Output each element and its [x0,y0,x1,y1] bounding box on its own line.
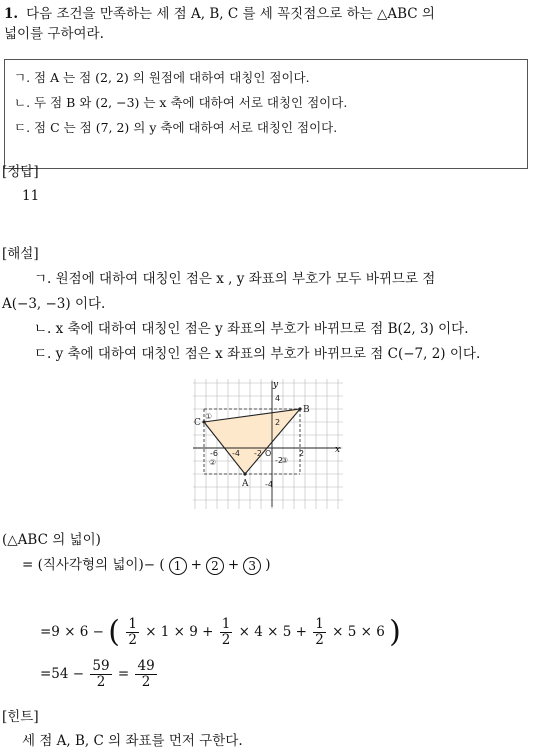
x-axis-label: x [335,445,341,455]
tick-label: 4 [275,394,281,403]
conditions-box [4,59,528,169]
tick-label: -4 [232,449,240,458]
point-label-b: B [303,405,310,415]
condition-3: ㄷ. 점 C 는 점 (7, 2) 의 y 축에 대하여 서로 대칭인 점이다. [14,120,338,135]
circled-number-2: 2 [206,557,224,575]
region-label-2: ② [209,458,217,467]
problem-line-2: 넓이를 구하여라. [4,26,104,42]
fraction: $\frac{59}{2}$ [92,658,110,690]
problem-number: 1. [4,6,19,22]
fraction: $\frac{1}{2}$ [315,616,324,648]
tick-label: 2 [299,449,305,458]
problem-line-1: 1. 다음 조건을 만족하는 세 점 A, B, C 를 세 꼭짓점으로 하는 △ABC 의 [4,6,435,22]
fraction: $\frac{49}{2}$ [137,658,155,690]
solution-header: [해설] [2,246,39,262]
coordinate-graph [193,379,343,509]
condition-2: ㄴ. 두 점 B 와 (2, −3) 는 x 축에 대하여 서로 대칭인 점이다. [14,95,348,110]
calc-line-1: =9 × 6 − ( $\frac{1}{2}$ × 1 × 9 + $\frac{1}{2}$ × 4 × 5 + $\frac{1}{2}$ × 5 × 6 ) [40,614,401,650]
solution-line-4: ㄷ. y 축에 대하여 대칭인 점은 x 좌표의 부호가 바뀌므로 점 C(−7, 2) 이다. [34,346,481,362]
fraction: $\frac{1}{2}$ [128,616,137,648]
solution-line-2: A(−3, −3) 이다. [2,296,106,312]
answer-value: 11 [22,188,40,204]
tick-label: 2 [275,418,281,427]
hint-header: [힌트] [2,709,39,725]
solution-line-3: ㄴ. x 축에 대하여 대칭인 점은 y 좌표의 부호가 바뀌므로 점 B(2, 3) 이다. [34,321,469,337]
origin-label: O [265,449,272,458]
tick-label: -2 [254,449,262,458]
hint-text: 세 점 A, B, C 의 좌표를 먼저 구한다. [22,733,243,749]
answer-header: [정답] [2,164,39,180]
solution-line-1: ㄱ. 원점에 대하여 대칭인 점은 x , y 좌표의 부호가 모두 바뀌므로 점 [34,271,436,287]
point-label-c: C [194,418,201,428]
condition-1: ㄱ. 점 A 는 점 (2, 2) 의 원점에 대하여 대칭인 점이다. [14,70,310,85]
fraction: $\frac{1}{2}$ [221,616,231,648]
point-label-a: A [242,479,249,489]
circled-number-1: 1 [169,557,187,575]
tick-label: -2 [275,456,283,465]
area-label: (△ABC 의 넓이) [2,532,101,548]
circled-number-3: 3 [243,557,261,575]
tick-label: -4 [265,480,273,489]
area-formula: = (직사각형의 넓이)− ( 1 + 2 + 3 ) [22,557,271,573]
calc-line-2: =54 − $\frac{59}{2}$ = $\frac{49}{2}$ [40,658,155,690]
region-label-1: ① [205,412,213,421]
tick-label: -6 [210,449,218,458]
y-axis-label: y [273,380,279,390]
region-label-3: ③ [281,456,289,465]
